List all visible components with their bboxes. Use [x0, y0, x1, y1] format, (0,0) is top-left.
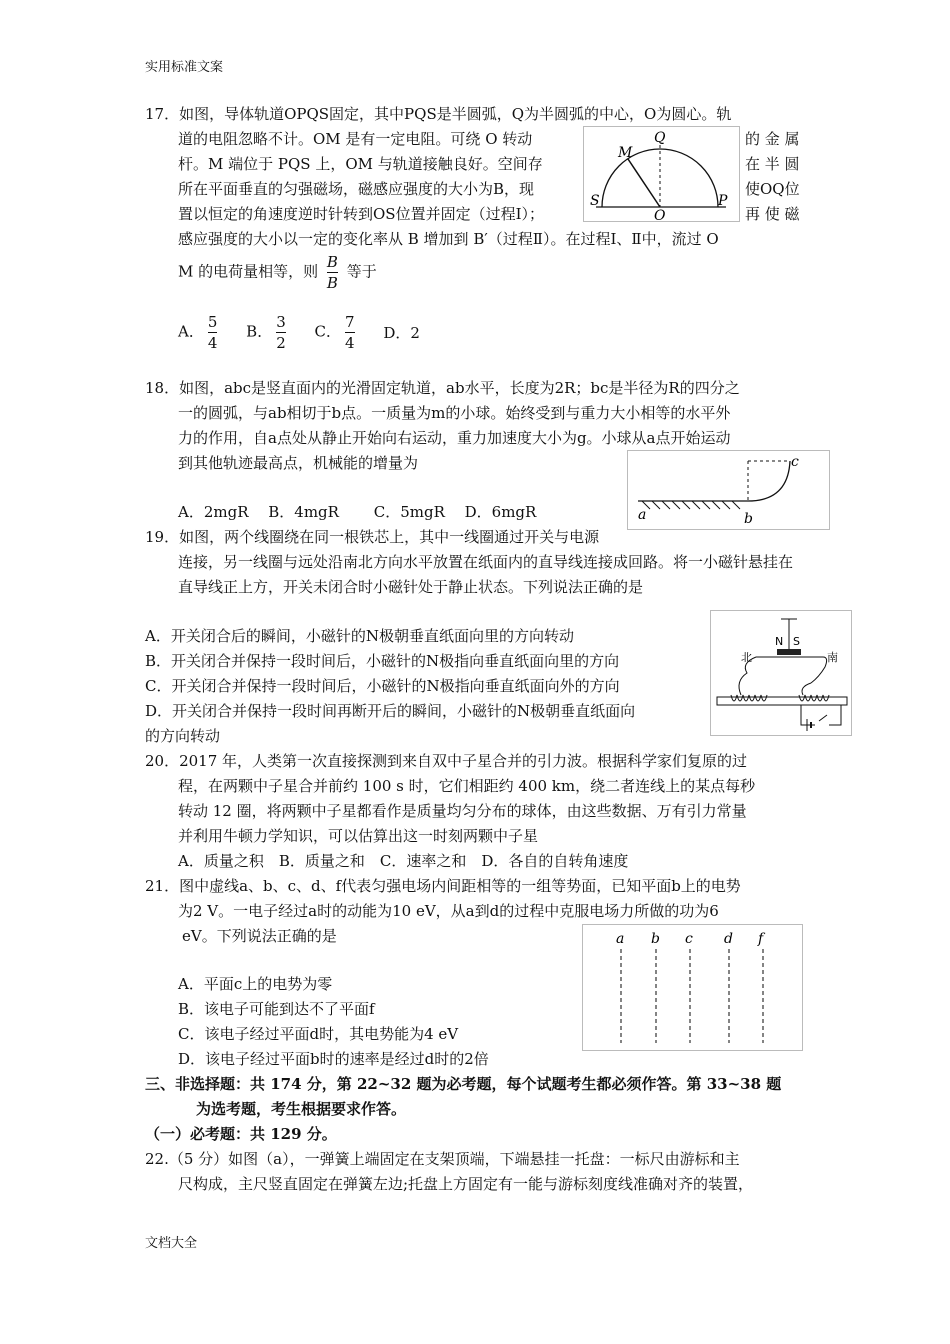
page-footer: 文档大全 — [145, 1236, 198, 1251]
ratio-fraction — [327, 252, 338, 293]
fraction-numerator: B — [326, 253, 338, 271]
label-m: M — [618, 145, 633, 161]
q19-line: 19．如图，两个线圈绕在同一根铁芯上，其中一线圈通过开关与电源 — [145, 528, 600, 546]
q17-options — [178, 312, 440, 353]
plane-label-b: b — [651, 931, 660, 947]
q21-option: A．平面c上的电势为零 — [178, 975, 333, 993]
q17-line: 所在平面垂直的匀强磁场，磁感应强度的大小为B，现 — [178, 180, 535, 198]
q20-line: 并利用牛顿力学知识，可以估算出这一时刻两颗中子星 — [178, 827, 539, 845]
label-q: Q — [654, 130, 666, 146]
q18-options: A．2mgR B．4mgR C．5mgR D．6mgR — [178, 503, 537, 521]
q18-line: 18．如图，abc是竖直面内的光滑固定轨道，ab水平，长度为2R；bc是半径为R的四分之 — [145, 379, 740, 397]
track-svg — [628, 451, 829, 529]
equipotential-figure — [582, 924, 803, 1051]
equipotential-svg — [583, 925, 802, 1050]
q17-line-right: 使OQ位 — [745, 180, 800, 198]
q19-option: C．开关闭合并保持一段时间后，小磁针的N极指向垂直纸面向外的方向 — [145, 677, 620, 695]
q17-line-right: 在 半 圆 — [745, 155, 800, 173]
q17-line-right: 的 金 属 — [745, 130, 800, 148]
q17-line: 杆。M 端位于 PQS 上，OM 与轨道接触良好。空间存 — [178, 155, 543, 173]
q17-line: 感应强度的大小以一定的变化率从 B 增加到 B′（过程Ⅱ）。在过程Ⅰ、Ⅱ中，流过 O — [178, 230, 719, 248]
q21-option: C．该电子经过平面d时，其电势能为4 eV — [178, 1025, 459, 1043]
label-north: 北 — [741, 651, 752, 664]
section-3-sub: （一）必考题：共 129 分。 — [145, 1125, 337, 1143]
label-n: N — [775, 635, 784, 648]
q17-line: 置以恒定的角速度逆时针转到OS位置并固定（过程Ⅰ）； — [178, 205, 545, 223]
q19-line: 连接，另一线圈与远处沿南北方向水平放置在纸面内的直导线连接成回路。将一小磁针悬挂在 — [178, 553, 794, 571]
q17-ratio-line — [178, 252, 377, 293]
coil-compass-figure — [710, 610, 852, 736]
plane-label-d: d — [724, 931, 733, 947]
semicircle-track-figure — [583, 126, 740, 222]
q21-option: D．该电子经过平面b时的速率是经过d时的2倍 — [178, 1050, 489, 1068]
plane-label-c: c — [685, 931, 693, 947]
q20-options: A．质量之积 B．质量之和 C．速率之和 D．各自的自转角速度 — [178, 852, 629, 870]
q19-option: 的方向转动 — [145, 727, 221, 745]
semicircle-svg — [584, 127, 739, 221]
q17-line-right: 再 使 磁 — [745, 205, 800, 223]
q20-line: 转动 12 圈，将两颗中子星都看作是质量均匀分布的球体，由这些数据、万有引力常量 — [178, 802, 747, 820]
plane-label-a: a — [616, 931, 625, 947]
q17-line: 17．如图，导体轨道OPQS固定，其中PQS是半圆弧，Q为半圆弧的中心，O为圆心。轨 — [145, 105, 732, 123]
label-o: O — [654, 208, 666, 221]
label-a: a — [638, 507, 647, 523]
q21-line: eV。下列说法正确的是 — [182, 927, 337, 945]
track-abc-figure — [627, 450, 830, 530]
fraction-denominator: B — [326, 274, 338, 292]
q19-option: B．开关闭合并保持一段时间后，小磁针的N极指向垂直纸面向里的方向 — [145, 652, 620, 670]
q19-option: A．开关闭合后的瞬间，小磁针的N极朝垂直纸面向里的方向转动 — [145, 627, 574, 645]
option-a: A． $\frac{5}{4}$ — [178, 313, 218, 352]
section-3-heading-cont: 为选考题，考生根据要求作答。 — [196, 1100, 407, 1118]
q22-line: 22.（5 分）如图（a），一弹簧上端固定在支架顶端，下端悬挂一托盘：一标尺由游标和主 — [145, 1150, 740, 1168]
label-b: b — [744, 511, 753, 527]
label-p: P — [718, 193, 728, 209]
q22-line: 尺构成，主尺竖直固定在弹簧左边;托盘上方固定有一能与游标刻度线准确对齐的装置， — [178, 1175, 754, 1193]
q21-line: 21．图中虚线a、b、c、d、f代表匀强电场内间距相等的一组等势面，已知平面b上的电势 — [145, 877, 741, 895]
q17-line: M 的电荷量相等，则 — [178, 262, 319, 281]
q20-line: 20．2017 年，人类第一次直接探测到来自双中子星合并的引力波。根据科学家们复原的过 — [145, 752, 748, 770]
q18-line: 到其他轨迹最高点，机械能的增量为 — [178, 454, 419, 472]
option-c: C． $\frac{7}{4}$ — [314, 313, 355, 352]
label-c: c — [791, 454, 799, 470]
q17-line: 道的电阻忽略不计。OM 是有一定电阻。可绕 O 转动 — [178, 130, 533, 148]
option-b: B． $\frac{3}{2}$ — [246, 313, 286, 352]
q17-line: 等于 — [346, 262, 377, 281]
option-d: D．2 — [383, 324, 420, 342]
coil-svg — [711, 611, 851, 735]
q21-option: B．该电子可能到达不了平面f — [178, 1000, 375, 1018]
q19-option: D．开关闭合并保持一段时间再断开后的瞬间，小磁针的N极朝垂直纸面向 — [145, 702, 636, 720]
q19-line: 直导线正上方，开关未闭合时小磁针处于静止状态。下列说法正确的是 — [178, 578, 644, 596]
label-s: S — [793, 635, 800, 648]
label-s: S — [590, 193, 600, 209]
page-header: 实用标准文案 — [145, 60, 224, 75]
section-3-heading: 三、非选择题：共 174 分，第 22~32 题为必考题，每个试题考生都必须作答。第 33~38 题 — [145, 1075, 782, 1093]
q18-line: 力的作用，自a点处从静止开始向右运动，重力加速度大小为g。小球从a点开始运动 — [178, 429, 731, 447]
q21-line: 为2 V。一电子经过a时的动能为10 eV，从a到d的过程中克服电场力所做的功为6 — [178, 902, 719, 920]
q20-line: 程，在两颗中子星合并前约 100 s 时，它们相距约 400 km，绕二者连线上的某点每秒 — [178, 777, 756, 795]
plane-label-f: f — [758, 931, 764, 947]
label-south: 南 — [827, 651, 838, 664]
q18-line: 一的圆弧，与ab相切于b点。一质量为m的小球。始终受到与重力大小相等的水平外 — [178, 404, 731, 422]
